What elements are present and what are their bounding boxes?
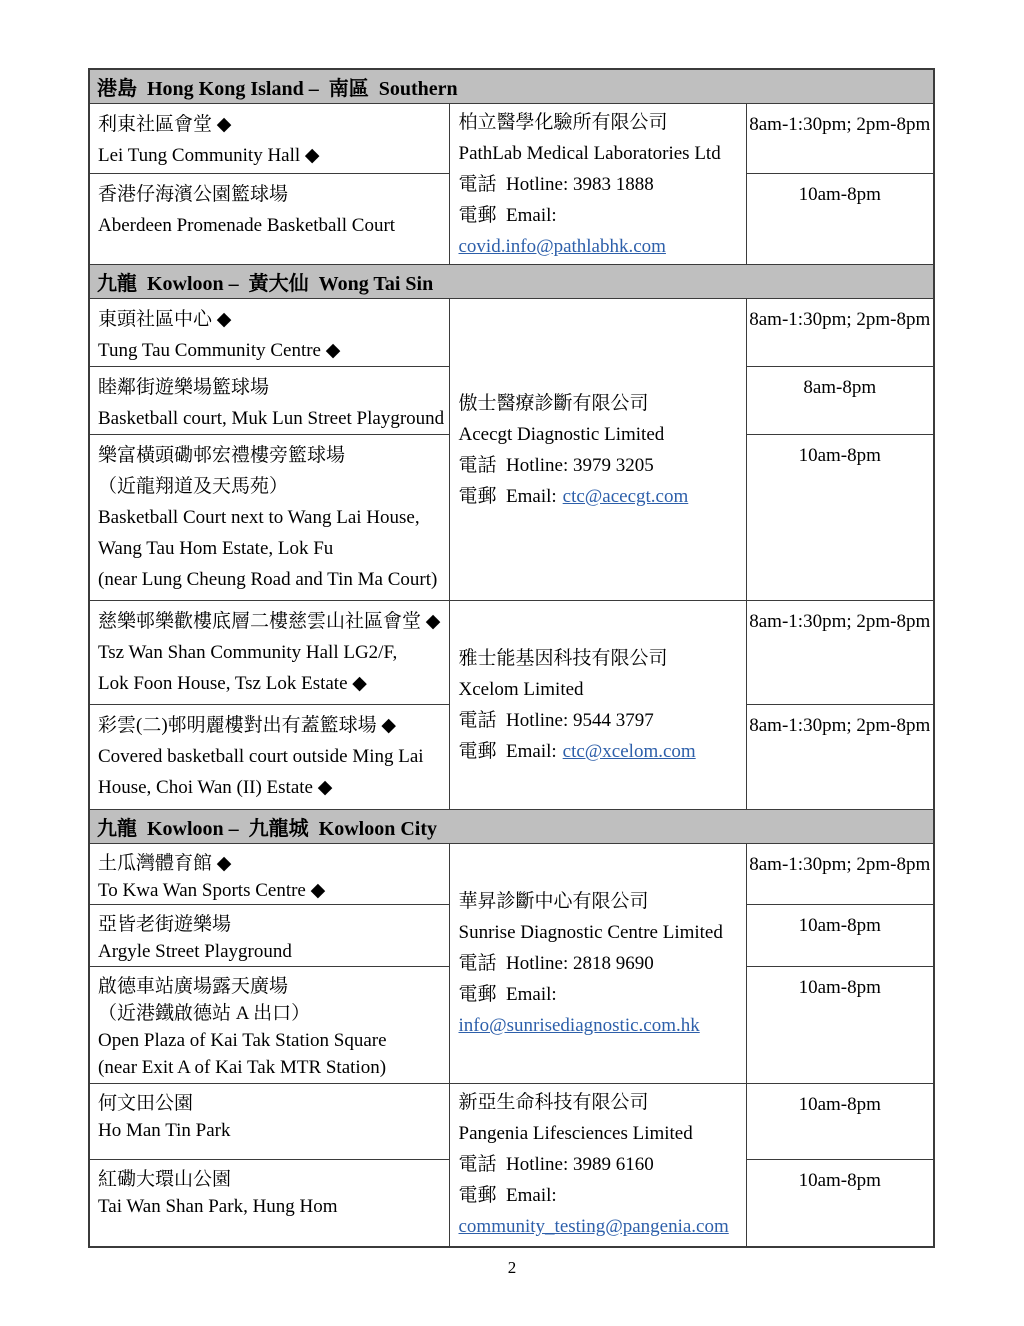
provider-cell bbox=[449, 1084, 746, 1247]
hours-cell: 10am-8pm bbox=[746, 1084, 934, 1160]
venue-name-zh: 土瓜灣體育館 ◆ bbox=[98, 853, 232, 874]
hours-cell: 10am-8pm bbox=[746, 435, 934, 601]
venue-cell bbox=[89, 174, 449, 265]
venue-name-en: Wang Tau Hom Estate, Lok Fu bbox=[98, 538, 334, 559]
venue-name-en: Basketball court, Muk Lun Street Playground bbox=[98, 408, 445, 429]
hours-cell: 8am-1:30pm; 2pm-8pm bbox=[746, 601, 934, 705]
venue-cell bbox=[89, 844, 449, 905]
hours-cell: 8am-8pm bbox=[746, 367, 934, 435]
venue-name-zh: 睦鄰街遊樂場籃球場 bbox=[98, 377, 270, 398]
provider-email-link[interactable]: covid.info@pathlabhk.com bbox=[458, 235, 666, 257]
venue-name-en: Tai Wan Shan Park, Hung Hom bbox=[98, 1196, 338, 1217]
venue-name-en: Tung Tau Community Centre ◆ bbox=[98, 340, 341, 361]
provider-email-link[interactable]: ctc@acecgt.com bbox=[562, 485, 689, 507]
hours-cell: 10am-8pm bbox=[746, 1160, 934, 1247]
hours-cell: 10am-8pm bbox=[746, 967, 934, 1084]
venue-name-en: Basketball Court next to Wang Lai House, bbox=[98, 507, 420, 528]
venue-cell bbox=[89, 1160, 449, 1247]
section-header-kowloon-kowloon-city: 九龍 Kowloon – 九龍城 Kowloon City bbox=[89, 810, 934, 844]
venue-name-en-note: (near Lung Cheung Road and Tin Ma Court) bbox=[98, 569, 438, 590]
provider-name-zh: 傲士醫療診斷有限公司 bbox=[458, 392, 649, 414]
venue-name-en: Argyle Street Playground bbox=[98, 941, 292, 962]
venue-cell bbox=[89, 1084, 449, 1160]
page-number: 2 bbox=[507, 1258, 517, 1277]
hours-cell: 8am-1:30pm; 2pm-8pm bbox=[746, 844, 934, 905]
provider-cell bbox=[449, 299, 746, 601]
venue-name-zh: 樂富橫頭磡邨宏禮樓旁籃球場 bbox=[98, 445, 346, 466]
provider-email-label: 電郵 Email: bbox=[458, 741, 557, 762]
provider-email-label: 電郵 Email: bbox=[458, 984, 557, 1005]
provider-hotline: 電話 Hotline: 3989 6160 bbox=[458, 1154, 654, 1176]
hours-cell: 8am-1:30pm; 2pm-8pm bbox=[746, 104, 934, 174]
venue-name-zh: 亞皆老街遊樂場 bbox=[98, 914, 232, 935]
venue-cell bbox=[89, 905, 449, 967]
venue-cell bbox=[89, 601, 449, 705]
venue-name-zh: 何文田公園 bbox=[98, 1093, 194, 1114]
hours-cell: 8am-1:30pm; 2pm-8pm bbox=[746, 299, 934, 367]
venue-cell bbox=[89, 435, 449, 601]
provider-name-zh: 柏立醫學化驗所有限公司 bbox=[458, 111, 668, 133]
provider-name-en: Pangenia Lifesciences Limited bbox=[458, 1123, 693, 1145]
venue-name-zh-note: （近港鐵啟德站 A 出口） bbox=[98, 1003, 311, 1024]
provider-cell bbox=[449, 601, 746, 810]
hours-cell: 8am-1:30pm; 2pm-8pm bbox=[746, 705, 934, 810]
provider-email-label: 電郵 Email: bbox=[458, 485, 557, 507]
venue-name-en: Open Plaza of Kai Tak Station Square bbox=[98, 1030, 387, 1051]
venue-name-zh: 慈樂邨樂歡樓底層二樓慈雲山社區會堂 ◆ bbox=[98, 611, 441, 632]
venue-cell bbox=[89, 104, 449, 174]
provider-email-link[interactable]: community_testing@pangenia.com bbox=[458, 1216, 729, 1238]
section-header-kowloon-wong-tai-sin: 九龍 Kowloon – 黃大仙 Wong Tai Sin bbox=[89, 265, 934, 299]
provider-email-link[interactable]: ctc@xcelom.com bbox=[562, 741, 696, 762]
provider-email-link[interactable]: info@sunrisediagnostic.com.hk bbox=[458, 1015, 700, 1036]
venue-name-zh: 彩雲(二)邨明麗樓對出有蓋籃球場 ◆ bbox=[98, 715, 397, 736]
provider-name-en: Sunrise Diagnostic Centre Limited bbox=[458, 922, 723, 943]
venue-name-zh-note: （近龍翔道及天馬苑） bbox=[98, 476, 289, 497]
provider-hotline: 電話 Hotline: 9544 3797 bbox=[458, 710, 654, 731]
venue-name-en: House, Choi Wan (II) Estate ◆ bbox=[98, 777, 333, 798]
venue-name-en: Ho Man Tin Park bbox=[98, 1120, 231, 1141]
provider-name-en: Acecgt Diagnostic Limited bbox=[458, 423, 665, 445]
venue-cell bbox=[89, 367, 449, 435]
provider-hotline: 電話 Hotline: 3979 3205 bbox=[458, 454, 654, 476]
venue-name-en: Lei Tung Community Hall ◆ bbox=[98, 145, 320, 166]
hours-cell: 10am-8pm bbox=[746, 174, 934, 265]
provider-name-en: Xcelom Limited bbox=[458, 679, 584, 700]
provider-name-zh: 華昇診斷中心有限公司 bbox=[458, 891, 649, 912]
venue-cell bbox=[89, 299, 449, 367]
venue-name-en: Covered basketball court outside Ming Lai bbox=[98, 746, 424, 767]
venue-name-zh: 香港仔海濱公園籃球場 bbox=[98, 184, 289, 205]
venue-name-zh: 利東社區會堂 ◆ bbox=[98, 114, 232, 135]
provider-hotline: 電話 Hotline: 2818 9690 bbox=[458, 953, 654, 974]
provider-hotline: 電話 Hotline: 3983 1888 bbox=[458, 173, 654, 195]
provider-email-label: 電郵 Email: bbox=[458, 1185, 557, 1207]
venue-name-en: Aberdeen Promenade Basketball Court bbox=[98, 215, 396, 236]
provider-email-label: 電郵 Email: bbox=[458, 204, 557, 226]
provider-name-zh: 新亞生命科技有限公司 bbox=[458, 1092, 649, 1114]
provider-cell bbox=[449, 844, 746, 1084]
venue-name-en-note: (near Exit A of Kai Tak MTR Station) bbox=[98, 1057, 387, 1078]
venue-name-en: Lok Foon House, Tsz Lok Estate ◆ bbox=[98, 673, 367, 694]
venue-name-zh: 東頭社區中心 ◆ bbox=[98, 309, 232, 330]
venue-name-en: Tsz Wan Shan Community Hall LG2/F, bbox=[98, 642, 398, 663]
provider-cell bbox=[449, 104, 746, 265]
venue-name-zh: 紅磡大環山公園 bbox=[98, 1169, 232, 1190]
venue-cell bbox=[89, 967, 449, 1084]
testing-centres-table bbox=[88, 68, 935, 1248]
hours-cell: 10am-8pm bbox=[746, 905, 934, 967]
venue-cell bbox=[89, 705, 449, 810]
provider-name-en: PathLab Medical Laboratories Ltd bbox=[458, 142, 721, 164]
venue-name-en: To Kwa Wan Sports Centre ◆ bbox=[98, 880, 326, 901]
provider-name-zh: 雅士能基因科技有限公司 bbox=[458, 648, 668, 669]
section-header-hk-island-southern: 港島 Hong Kong Island – 南區 Southern bbox=[89, 69, 934, 104]
venue-name-zh: 啟德車站廣場露天廣場 bbox=[98, 976, 289, 997]
